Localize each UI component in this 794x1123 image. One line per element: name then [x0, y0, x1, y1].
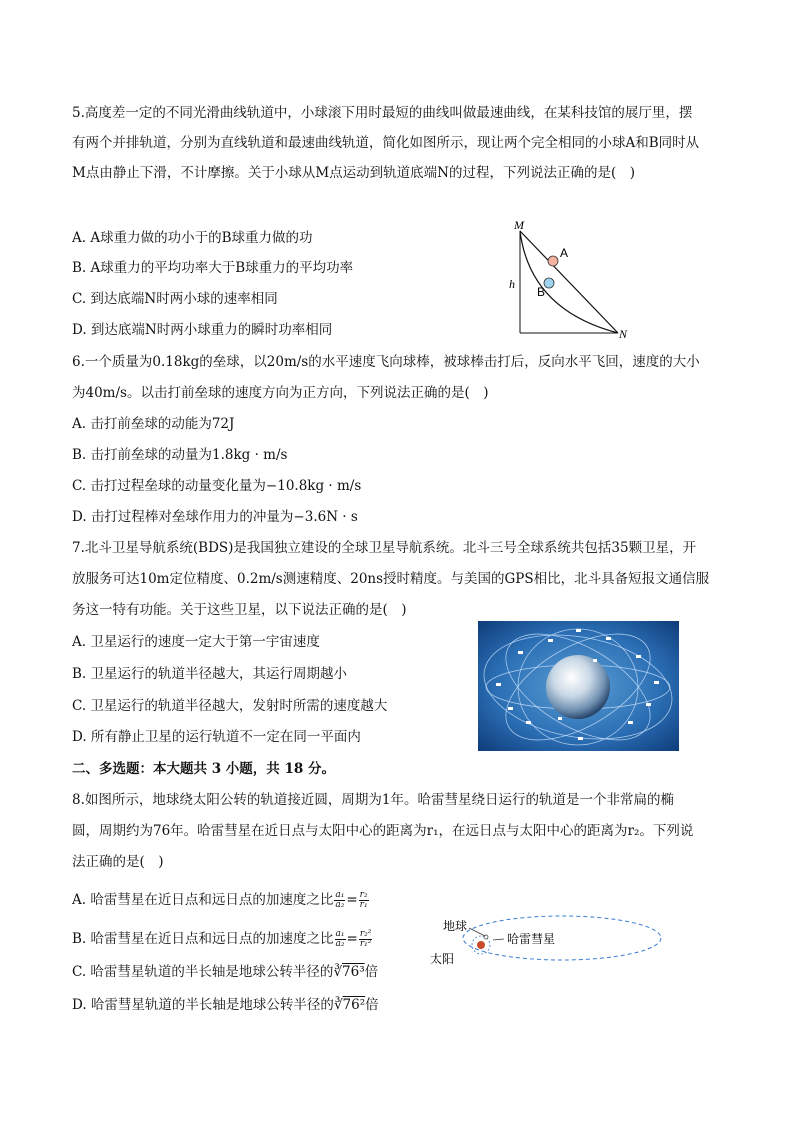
q8-option-c: C. 哈雷彗星轨道的半长轴是地球公转半径的∛76³倍	[72, 964, 379, 980]
q8-stem-line1: 8.如图所示，地球绕太阳公转的轨道接近圆，周期为1年。哈雷彗星绕日运行的轨道是一个非常扁的椭	[72, 792, 674, 808]
radicand-76-squared: 76²	[342, 997, 366, 1013]
label-h: h	[509, 277, 515, 291]
fraction-r2-r1: $\frac{\text{r₂}}{\text{r₁}}$	[359, 890, 368, 910]
q5-option-c: C. 到达底端N时两小球的速率相同	[72, 291, 278, 307]
q5-option-a: A. A球重力做的功小于的B球重力做的功	[72, 230, 313, 246]
q5-option-b: B. A球重力的平均功率大于B球重力的平均功率	[72, 260, 354, 276]
halley-orbit-diagram	[425, 912, 665, 974]
label-a: A	[560, 246, 569, 260]
q5-stem-line1: 5.高度差一定的不同光滑曲线轨道中，小球滚下用时最短的曲线叫做最速曲线，在某科技馆的展厅里，摆	[72, 105, 693, 121]
fraction-a1-a2: $\frac{\text{a₁}}{\text{a₂}}$	[335, 890, 345, 910]
q8-option-c-text: C. 哈雷彗星轨道的半长轴是地球公转半径的	[72, 964, 334, 980]
q5-track-diagram	[500, 215, 640, 340]
fraction-r2sq-r1sq: $\frac{\text{r₂²}}{\text{r₁²}}$	[359, 929, 372, 949]
label-halley-comet: 哈雷彗星	[507, 932, 556, 946]
q8-option-b-text: B. 哈雷彗星在近日点和远日点的加速度之比	[72, 931, 334, 947]
cube-root-sign-icon: ∛	[333, 997, 343, 1013]
q8-stem-line3: 法正确的是( )	[72, 854, 164, 870]
sun-icon	[477, 941, 485, 949]
label-earth: 地球	[443, 919, 468, 933]
label-n: N	[619, 327, 628, 340]
q8-option-a-text: A. 哈雷彗星在近日点和远日点的加速度之比	[72, 892, 334, 908]
q7-option-b: B. 卫星运行的轨道半径越大，其运行周期越小	[72, 666, 348, 682]
q7-option-d: D. 所有静止卫星的运行轨道不一定在同一平面内	[72, 729, 361, 745]
q8-option-d: D. 哈雷彗星轨道的半长轴是地球公转半径的∛76²倍	[72, 997, 379, 1013]
satellite-constellation-image	[478, 621, 679, 751]
radicand-76-cubed: 76³	[342, 964, 365, 980]
q7-stem-line1: 7.北斗卫星导航系统(BDS)是我国独立建设的全球卫星导航系统。北斗三号全球系统共包括35颗卫星，开	[72, 540, 697, 556]
section-heading-multiple-choice: 二、多选题：本大题共 3 小题，共 18 分。	[72, 761, 335, 777]
ball-b-icon	[544, 278, 554, 288]
q7-stem-line2: 放服务可达10m定位精度、0.2m/s测速精度、20ns授时精度。与美国的GPS相比，北斗具备短报文通信服	[72, 571, 710, 587]
q6-option-b: B. 击打前垒球的动量为1.8kg · m/s	[72, 447, 288, 463]
q7-stem-line3: 务这一特有功能。关于这些卫星，以下说法正确的是( )	[72, 602, 407, 618]
earth-icon	[546, 655, 610, 719]
label-b: B	[537, 285, 546, 299]
q5-stem-line2: 有两个并排轨道，分别为直线轨道和最速曲线轨道，简化如图所示，现让两个完全相同的小球A和B同时从	[72, 135, 700, 151]
label-m: M	[514, 218, 524, 232]
q6-option-a: A. 击打前垒球的动能为72J	[72, 416, 235, 432]
q6-stem-line2: 为40m/s。以击打前垒球的速度方向为正方向，下列说法正确的是( )	[72, 385, 489, 401]
q8-stem-line2: 圆，周期约为76年。哈雷彗星在近日点与太阳中心的距离为r₁，在远日点与太阳中心的距离为r₂。下列说	[72, 823, 694, 839]
q7-option-c: C. 卫星运行的轨道半径越大，发射时所需的速度越大	[72, 698, 388, 714]
q6-stem-line1: 6.一个质量为0.18kg的垒球，以20m/s的水平速度飞向球棒，被球棒击打后，反向水平飞回，速度的大小	[72, 354, 700, 370]
q5-option-d: D. 到达底端N时两小球重力的瞬时功率相同	[72, 322, 333, 338]
q7-option-a: A. 卫星运行的速度一定大于第一宇宙速度	[72, 634, 320, 650]
q8-option-b: B. 哈雷彗星在近日点和远日点的加速度之比 $\frac{\text{a₁}}{\text{a₂}}$ = $\frac{\text{r₂²}}{\text{r₁²}}$	[72, 929, 372, 949]
cube-root-sign-icon: ∛	[333, 964, 343, 980]
q6-option-d: D. 击打过程棒对垒球作用力的冲量为−3.6N · s	[72, 509, 358, 525]
fraction-a1-a2: $\frac{\text{a₁}}{\text{a₂}}$	[335, 929, 345, 949]
label-sun: 太阳	[430, 952, 455, 966]
ball-a-icon	[548, 256, 558, 266]
q6-option-c: C. 击打过程垒球的动量变化量为−10.8kg · m/s	[72, 478, 362, 494]
q8-option-d-text: D. 哈雷彗星轨道的半长轴是地球公转半径的	[72, 997, 334, 1013]
q8-option-a: A. 哈雷彗星在近日点和远日点的加速度之比 $\frac{\text{a₁}}{\text{a₂}}$ = $\frac{\text{r₂}}{\text{r₁}}$	[72, 890, 368, 910]
q5-stem-line3: M点由静止下滑，不计摩擦。关于小球从M点运动到轨道底端N的过程，下列说法正确的是( )	[72, 165, 635, 181]
